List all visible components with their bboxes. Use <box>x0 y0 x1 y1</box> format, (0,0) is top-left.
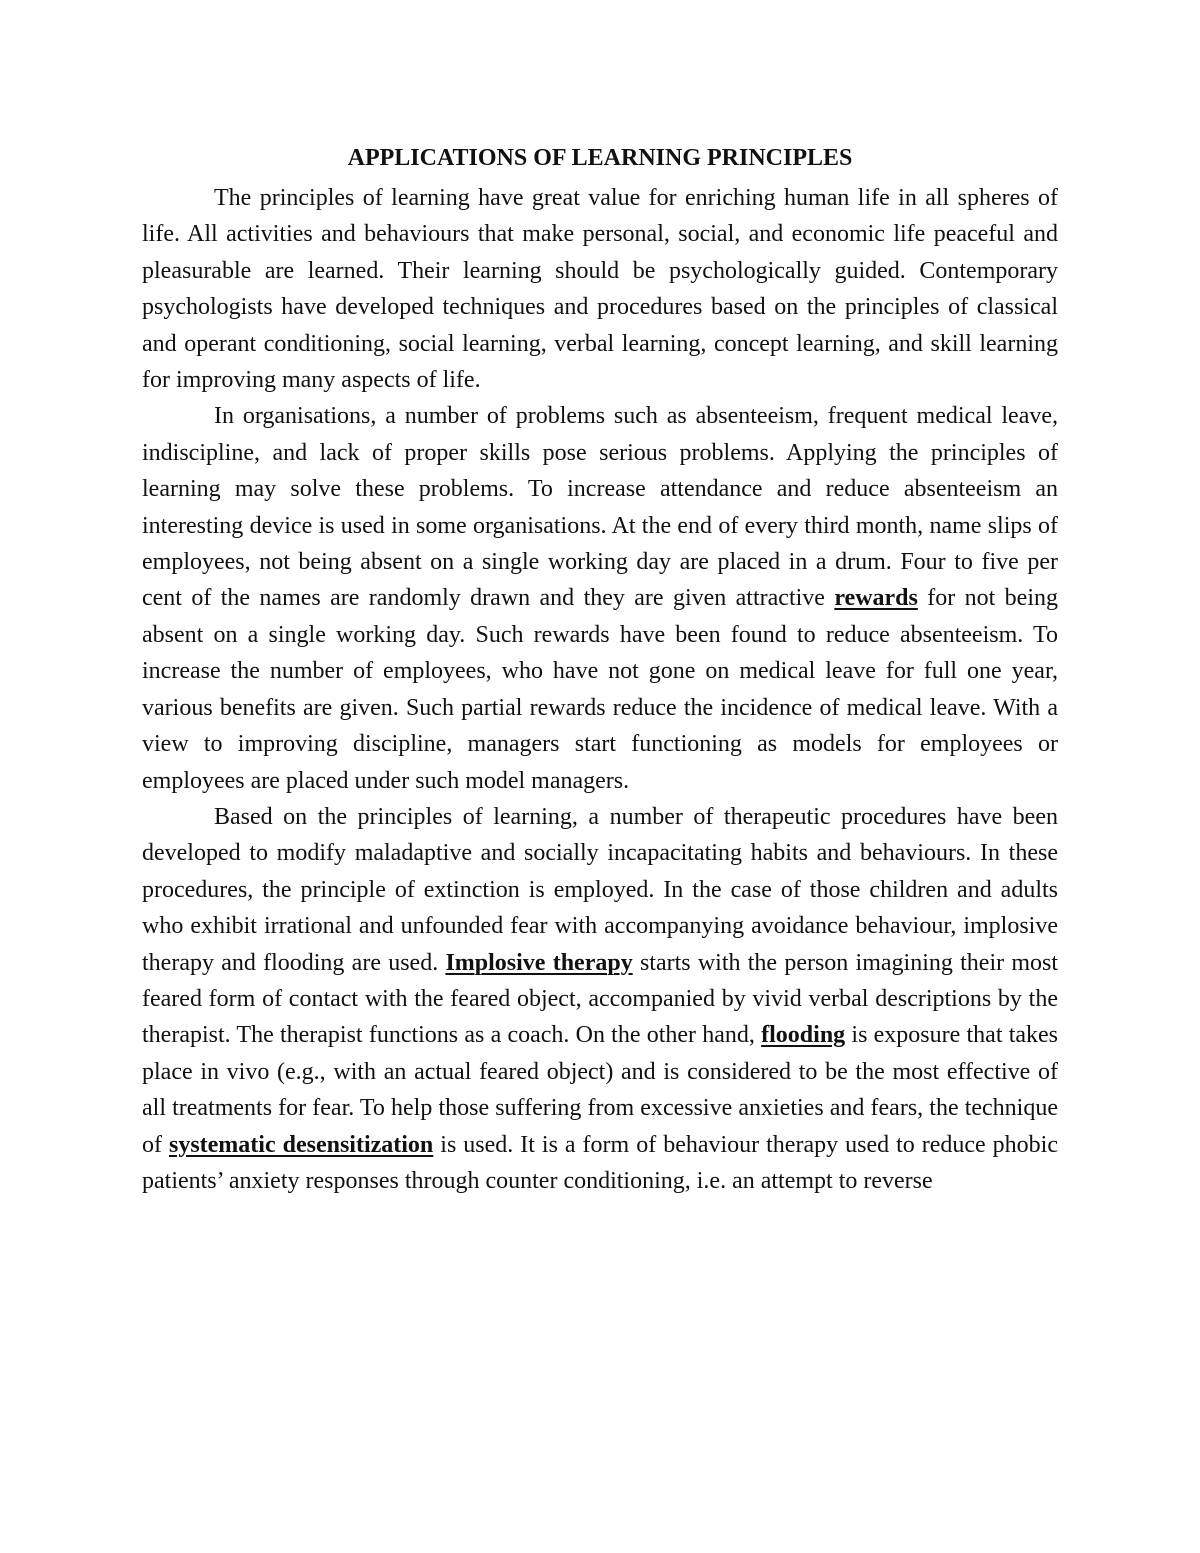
paragraph-intro <box>142 180 1058 398</box>
text-run: is exposure that takes place in vivo (e.g., with an actual feared object) and is considered to be the most effective of all treatments for fear. To help those suffering from excessive anxieties and fears, the technique of <box>142 1022 1059 1158</box>
paragraph-organisations <box>142 398 1058 798</box>
document-body <box>142 138 1058 1199</box>
key-term-rewards: rewards <box>834 585 918 612</box>
text-run: for not being absent on a single working day. Such rewards have been found to reduce absenteeism. To increase the number of employees, who have not gone on medical leave for full one year, various benefits are given. Such partial rewards reduce the incidence of medical leave. With a view to improving discipline, managers start functioning as models for employees or employees are placed under such model managers. <box>142 585 1059 794</box>
text-run: Based on the principles of learning, a number of therapeutic procedures have been developed to modify maladaptive and socially incapacitating habits and behaviours. In these procedures, the principle of extinction is employed. In the case of those children and adults who exhibit irrational and unfounded fear with accompanying avoidance behaviour, implosive therapy and flooding are used. <box>142 803 1058 976</box>
key-term-flooding: flooding <box>761 1022 846 1049</box>
text-run: starts with the person imagining their most feared form of contact with the feared object, accompanied by vivid verbal descriptions by the therapist. The therapist functions as a coach. On the other hand, <box>142 949 1059 1049</box>
text-run: In organisations, a number of problems such as absenteeism, frequent medical leave, indiscipline, and lack of proper skills pose serious problems. Applying the principles of learning may solve these problems. To increase attendance and reduce absenteeism an interesting device is used in some organisations. At the end of every third month, name slips of employees, not being absent on a single working day are placed in a drum. Four to five per cent of the names are randomly drawn and they are given attractive <box>142 403 1058 612</box>
paragraph-therapeutic-procedures <box>142 799 1058 1199</box>
key-term-systematic-desensitization: systematic desensitization <box>168 1131 434 1158</box>
text-run: is used. It is a form of behaviour therapy used to reduce phobic patients’ anxiety responses through counter conditioning, i.e. an attempt to reverse <box>142 1131 1059 1194</box>
key-term-implosive-therapy: Implosive therapy <box>445 949 633 976</box>
text-run: The principles of learning have great value for enriching human life in all spheres of life. All activities and behaviours that make personal, social, and economic life peaceful and pleasurable are learned. Their learning should be psychologically guided. Contemporary psychologists have developed techniques and procedures based on the principles of classical and operant conditioning, social learning, verbal learning, concept learning, and skill learning for improving many aspects of life. <box>142 185 1058 394</box>
document-title: APPLICATIONS OF LEARNING PRINCIPLES <box>347 145 853 171</box>
